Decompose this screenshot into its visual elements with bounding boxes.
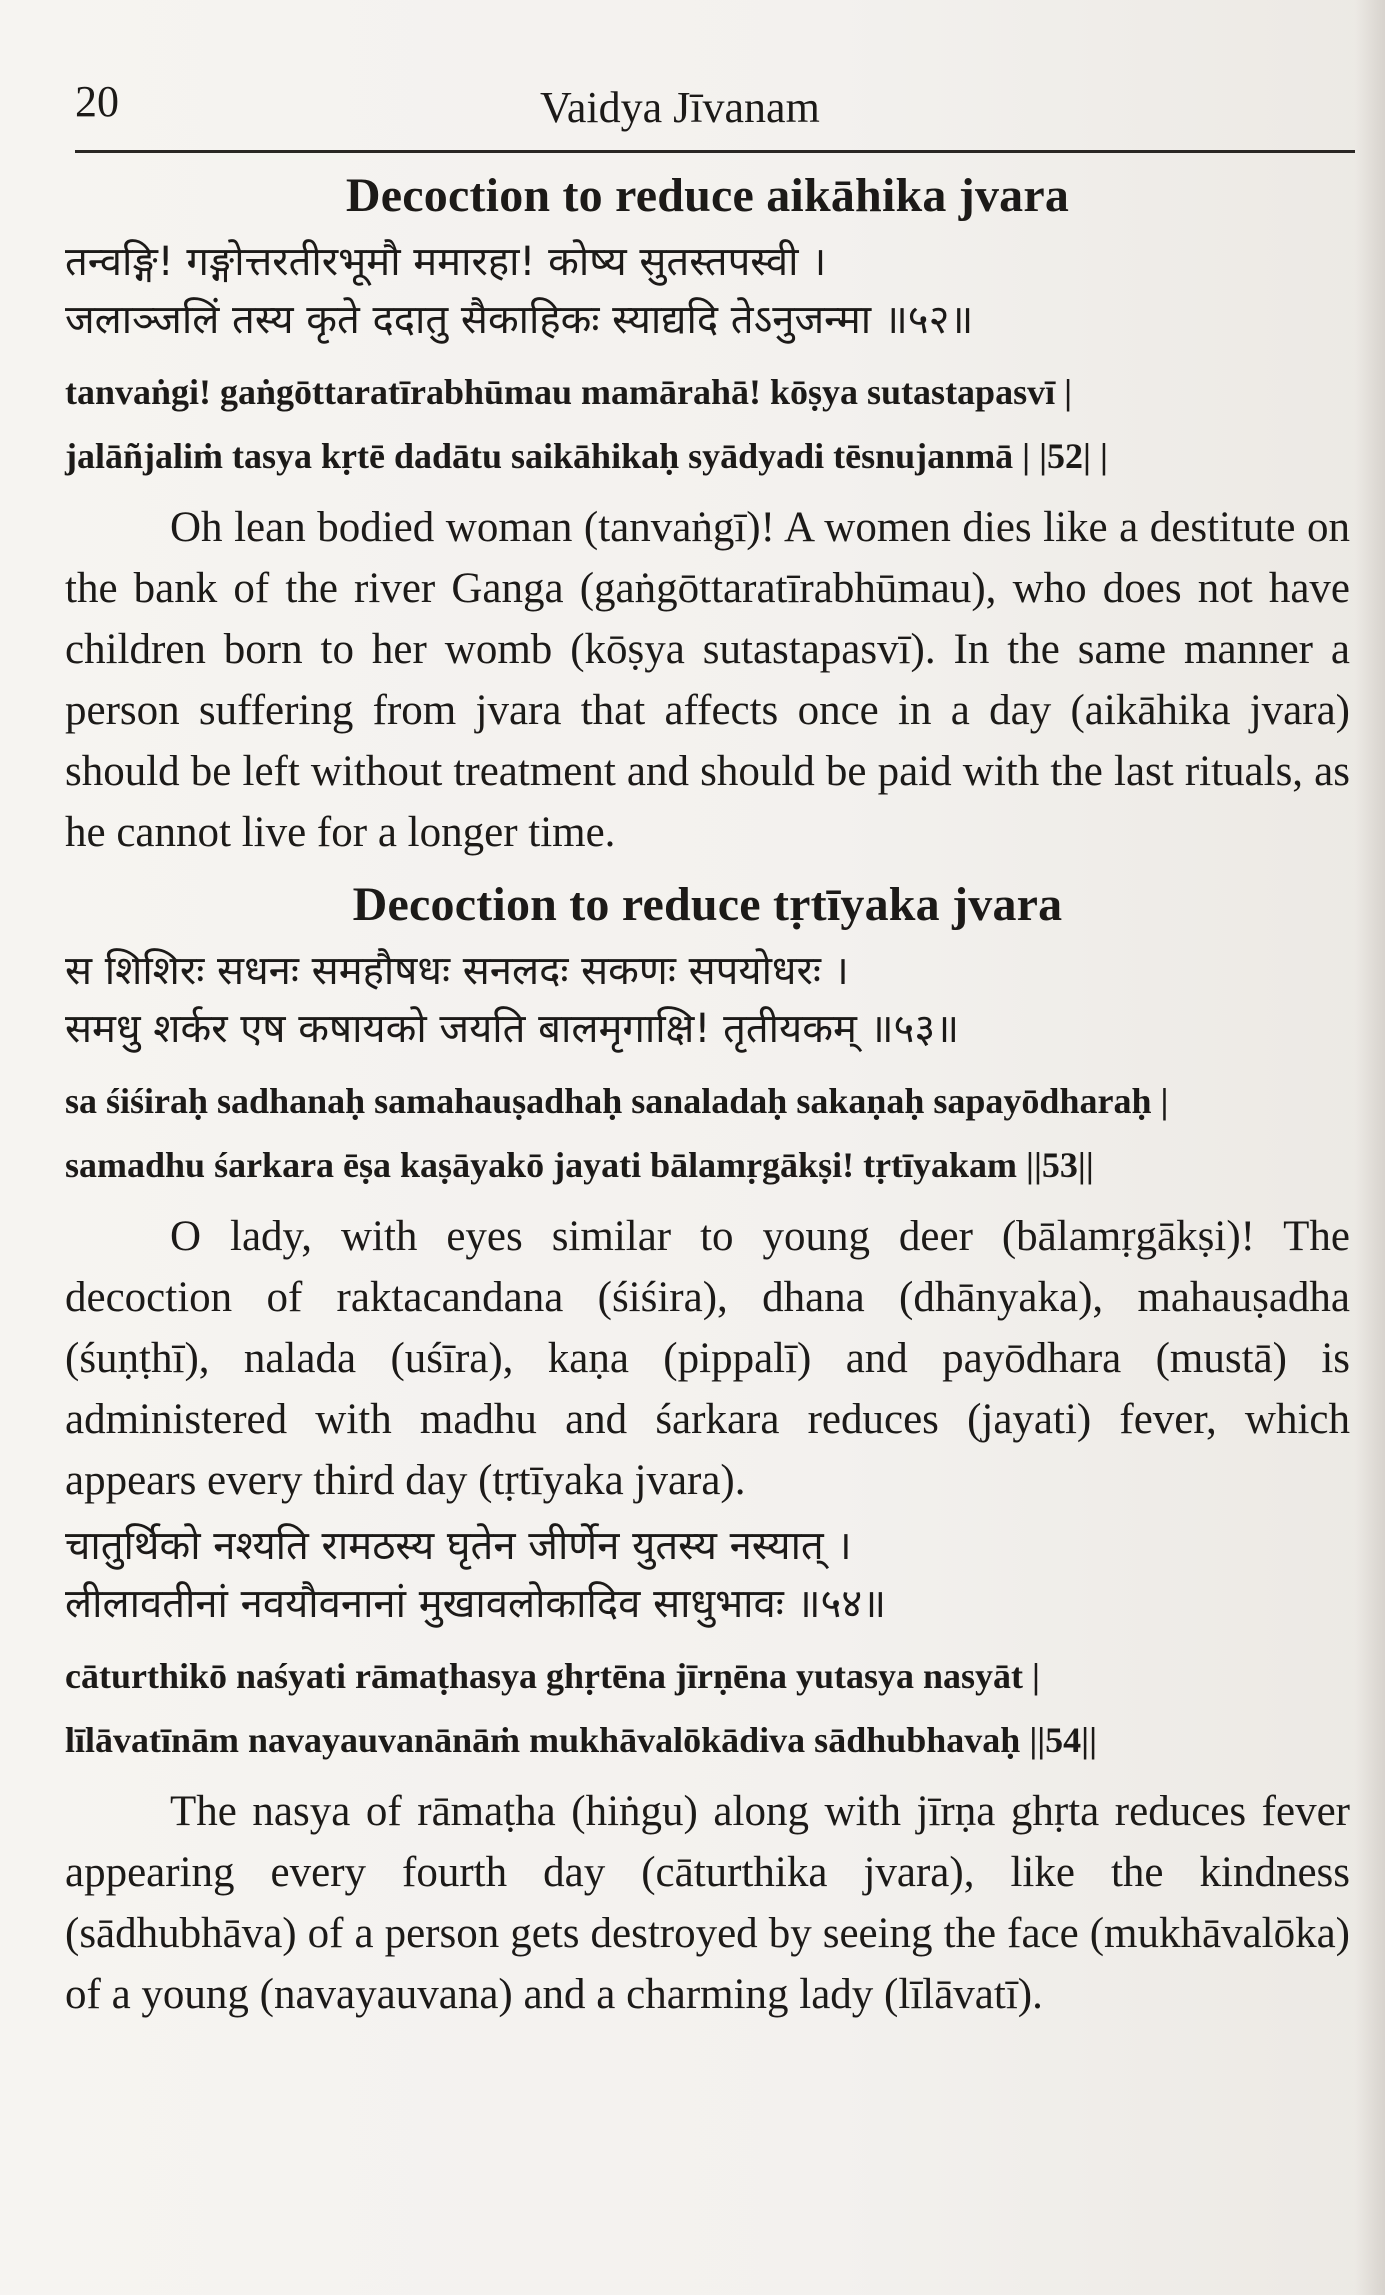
- transliteration-line: sa śiśiraḥ sadhanaḥ samahauṣadhaḥ sanaladaḥ sakaṇaḥ sapayōdharaḥ |: [65, 1081, 1169, 1121]
- page-edge-shadow: [1355, 0, 1385, 2295]
- section-heading: Decoction to reduce tṛtīyaka jvara: [352, 878, 1063, 931]
- verse-transliteration: [65, 1078, 1350, 1188]
- page-number: 20: [75, 77, 119, 126]
- verse-line: तन्वङ्गि! गङ्गोत्तरतीरभूमौ ममारहा! कोष्य सुतस्तपस्वी ।: [65, 239, 827, 285]
- page-body: [65, 162, 1350, 2025]
- page-header: [75, 68, 1355, 152]
- verse-transliteration: [65, 1653, 1350, 1763]
- verse-transliteration: [65, 369, 1350, 479]
- translation-paragraph: Oh lean bodied woman (tanvaṅgī)! A women dies like a destitute on the bank of the river Ganga (gaṅgōttaratīrabhūmau), who does not have children born to her womb (kōṣya sutastapasvī). In the same manner a person suffering from jvara that affects once in a day (aikāhika jvara) should be left without treatment and should be paid with the last rituals, as he cannot live for a longer time.: [65, 504, 1350, 856]
- running-title: Vaidya Jīvanam: [540, 83, 820, 132]
- translation-paragraph: O lady, with eyes similar to young deer (bālamṛgākṣi)! The decoction of raktacandana (śiśira), dhana (dhānyaka), mahauṣadha (śuṇṭhī), nalada (uśīra), kaṇa (pippalī) and payōdhara (mustā) is administered with madhu and śarkara reduces (jayati) fever, which appears every third day (tṛtīyaka jvara).: [65, 1213, 1350, 1504]
- transliteration-line: samadhu śarkara ēṣa kaṣāyakō jayati bālamṛgākṣi! tṛtīyakam ||53||: [65, 1145, 1094, 1185]
- verse-line: चातुर्थिको नश्यति रामठस्य घृतेन जीर्णेन युतस्य नस्यात् ।: [65, 1523, 852, 1569]
- header-rule: [75, 150, 1355, 153]
- verse-devanagari: [65, 1517, 1350, 1633]
- verse-line: जलाञ्जलिं तस्य कृते ददातु सैकाहिकः स्याद्यदि तेऽनुजन्मा ॥५२॥: [65, 297, 974, 343]
- verse-devanagari: [65, 233, 1350, 349]
- verse-line: स शिशिरः सधनः समहौषधः सनलदः सकणः सपयोधरः ।: [65, 948, 849, 994]
- translation-paragraph: The nasya of rāmaṭha (hiṅgu) along with jīrṇa ghṛta reduces fever appearing every fourth day (cāturthika jvara), like the kindness (sādhubhāva) of a person gets destroyed by seeing the face (mukhāvalōka) of a young (navayauvana) and a charming lady (līlāvatī).: [65, 1788, 1350, 2018]
- verse-devanagari: [65, 942, 1350, 1058]
- transliteration-line: līlāvatīnām navayauvanānāṁ mukhāvalōkādiva sādhubhavaḥ ||54||: [65, 1720, 1098, 1760]
- section-aikahika: [65, 168, 1350, 863]
- transliteration-line: tanvaṅgi! gaṅgōttaratīrabhūmau mamārahā! kōṣya sutastapasvī |: [65, 372, 1073, 412]
- section-caturthika: [65, 1517, 1350, 2025]
- verse-line: लीलावतीनां नवयौवनानां मुखावलोकादिव साधुभावः ॥५४॥: [65, 1581, 887, 1627]
- verse-line: समधु शर्कर एष कषायको जयति बालमृगाक्षि! तृतीयकम् ॥५३॥: [65, 1006, 960, 1052]
- transliteration-line: jalāñjaliṁ tasya kṛtē dadātu saikāhikaḥ syādyadi tēsnujanmā | |52| |: [65, 436, 1108, 476]
- transliteration-line: cāturthikō naśyati rāmaṭhasya ghṛtēna jīrṇēna yutasya nasyāt |: [65, 1656, 1040, 1696]
- section-heading: Decoction to reduce aikāhika jvara: [345, 169, 1070, 222]
- section-trtiyaka: [65, 877, 1350, 1511]
